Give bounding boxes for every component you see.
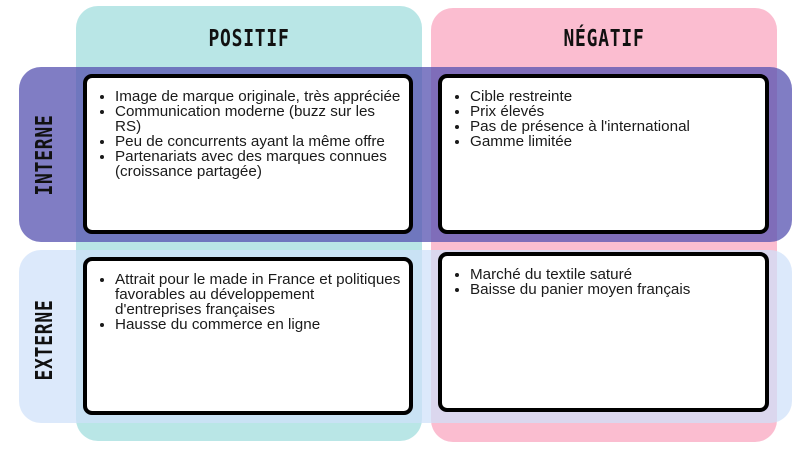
list-item: • Pas de présence à l'international xyxy=(470,119,757,134)
strengths-list xyxy=(87,78,409,179)
opportunities-list xyxy=(87,261,409,332)
weaknesses-box xyxy=(438,74,769,234)
list-item: • Baisse du panier moyen français xyxy=(470,282,757,297)
weaknesses-list xyxy=(442,78,765,149)
list-item: • Image de marque originale, très appréciée xyxy=(115,89,401,104)
list-item: • Attrait pour le made in France et politiques favorables au développement d'entreprises françaises xyxy=(115,272,401,317)
list-item: • Communication moderne (buzz sur les RS) xyxy=(115,104,401,134)
internal-row-title: INTERNE xyxy=(32,114,58,196)
list-item: • Marché du textile saturé xyxy=(470,267,757,282)
positive-column-title: POSITIF xyxy=(208,26,290,52)
list-item: • Partenariats avec des marques connues (croissance partagée) xyxy=(115,149,401,179)
threats-list xyxy=(442,256,765,297)
strengths-box xyxy=(83,74,413,234)
list-item: • Gamme limitée xyxy=(470,134,757,149)
list-item: • Hausse du commerce en ligne xyxy=(115,317,401,332)
opportunities-box xyxy=(83,257,413,415)
list-item: • Cible restreinte xyxy=(470,89,757,104)
threats-box xyxy=(438,252,769,412)
list-item: • Peu de concurrents ayant la même offre xyxy=(115,134,401,149)
external-row-title: EXTERNE xyxy=(32,299,58,381)
negative-column-title: NÉGATIF xyxy=(563,26,645,52)
list-item: • Prix élevés xyxy=(470,104,757,119)
